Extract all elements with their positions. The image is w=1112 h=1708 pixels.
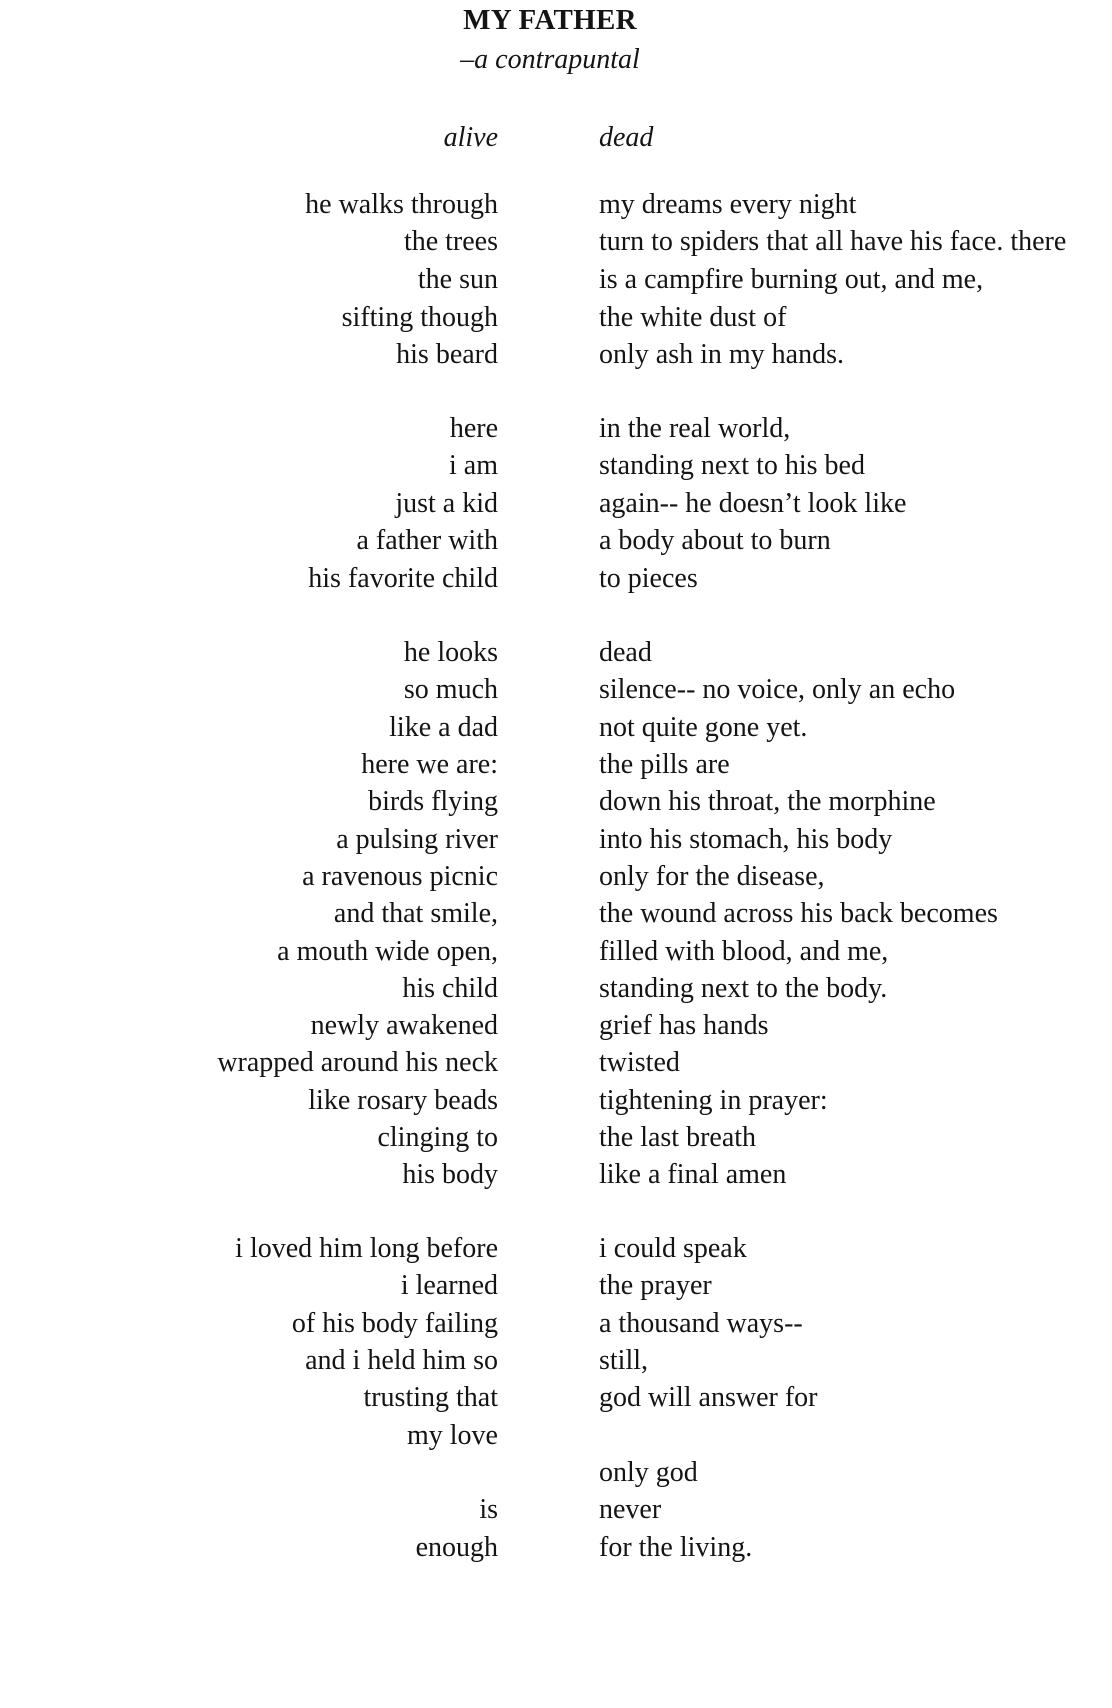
poem-title: MY FATHER	[463, 4, 637, 36]
dead-line: is a campfire burning out, and me,	[599, 264, 984, 295]
alive-line: like a dad	[389, 712, 498, 743]
alive-line: a pulsing river	[336, 824, 498, 855]
dead-line: dead	[599, 637, 652, 668]
dead-line: standing next to his bed	[599, 450, 865, 481]
alive-line: here we are:	[361, 749, 498, 780]
dead-line: the pills are	[599, 749, 730, 780]
dead-line: twisted	[599, 1047, 680, 1078]
alive-line: i loved him long before	[235, 1233, 498, 1264]
dead-line: only for the disease,	[599, 861, 825, 892]
alive-line: his child	[402, 973, 498, 1004]
dead-line: grief has hands	[599, 1010, 769, 1041]
dead-line: in the real world,	[599, 413, 791, 444]
alive-line: a ravenous picnic	[302, 861, 498, 892]
alive-line: and that smile,	[333, 898, 498, 929]
alive-line: the trees	[403, 226, 498, 257]
alive-line: of his body failing	[291, 1308, 498, 1339]
dead-line: the last breath	[599, 1122, 757, 1153]
dead-line: the white dust of	[599, 302, 787, 333]
dead-line: the wound across his back becomes	[599, 898, 998, 929]
alive-line: wrapped around his neck	[217, 1047, 498, 1078]
dead-line: silence-- no voice, only an echo	[599, 674, 956, 705]
dead-line: i could speak	[599, 1233, 747, 1264]
alive-line: a mouth wide open,	[277, 936, 498, 967]
dead-line: like a final amen	[599, 1159, 787, 1190]
alive-line: and i held him so	[305, 1345, 498, 1376]
alive-line: is	[479, 1494, 498, 1525]
dead-line: for the living.	[599, 1532, 753, 1563]
dead-line: to pieces	[599, 563, 698, 594]
alive-line: the sun	[417, 264, 498, 295]
dead-line: into his stomach, his body	[599, 824, 893, 855]
alive-line: a father with	[356, 525, 498, 556]
alive-line: i am	[449, 450, 498, 481]
alive-line: i learned	[400, 1270, 498, 1301]
dead-line: never	[599, 1494, 662, 1525]
alive-line: his favorite child	[308, 563, 498, 594]
dead-line: my dreams every night	[599, 189, 857, 220]
alive-line: just a kid	[395, 488, 498, 519]
dead-line: only god	[599, 1457, 698, 1488]
alive-line: he looks	[403, 637, 498, 668]
alive-line: here	[449, 413, 498, 444]
dead-line: down his throat, the morphine	[599, 786, 936, 817]
dead-line: not quite gone yet.	[599, 712, 808, 743]
alive-line: my love	[407, 1420, 498, 1451]
dead-line: again-- he doesn’t look like	[599, 488, 907, 519]
dead-line: a body about to burn	[599, 525, 831, 556]
column-heading-dead: dead	[599, 122, 654, 153]
alive-line: birds flying	[368, 786, 498, 817]
alive-line: he walks through	[305, 189, 498, 220]
dead-line: only ash in my hands.	[599, 339, 844, 370]
dead-line: still,	[599, 1345, 649, 1376]
dead-line: standing next to the body.	[599, 973, 888, 1004]
dead-line: tightening in prayer:	[599, 1085, 828, 1116]
alive-line: trusting that	[363, 1382, 498, 1413]
dead-line: filled with blood, and me,	[599, 936, 889, 967]
poem-subtitle: –a contrapuntal	[460, 44, 640, 75]
alive-line: so much	[403, 674, 498, 705]
alive-line: like rosary beads	[308, 1085, 498, 1116]
column-heading-alive: alive	[443, 122, 498, 153]
alive-line: clinging to	[377, 1122, 498, 1153]
dead-line: god will answer for	[599, 1382, 818, 1413]
dead-line: a thousand ways--	[599, 1308, 803, 1339]
dead-line: the prayer	[599, 1270, 712, 1301]
alive-line: sifting though	[341, 302, 498, 333]
alive-line: newly awakened	[310, 1010, 498, 1041]
dead-line: turn to spiders that all have his face. there	[599, 226, 1067, 257]
alive-line: his body	[402, 1159, 498, 1190]
alive-line: his beard	[396, 339, 498, 370]
alive-line: enough	[415, 1532, 498, 1563]
